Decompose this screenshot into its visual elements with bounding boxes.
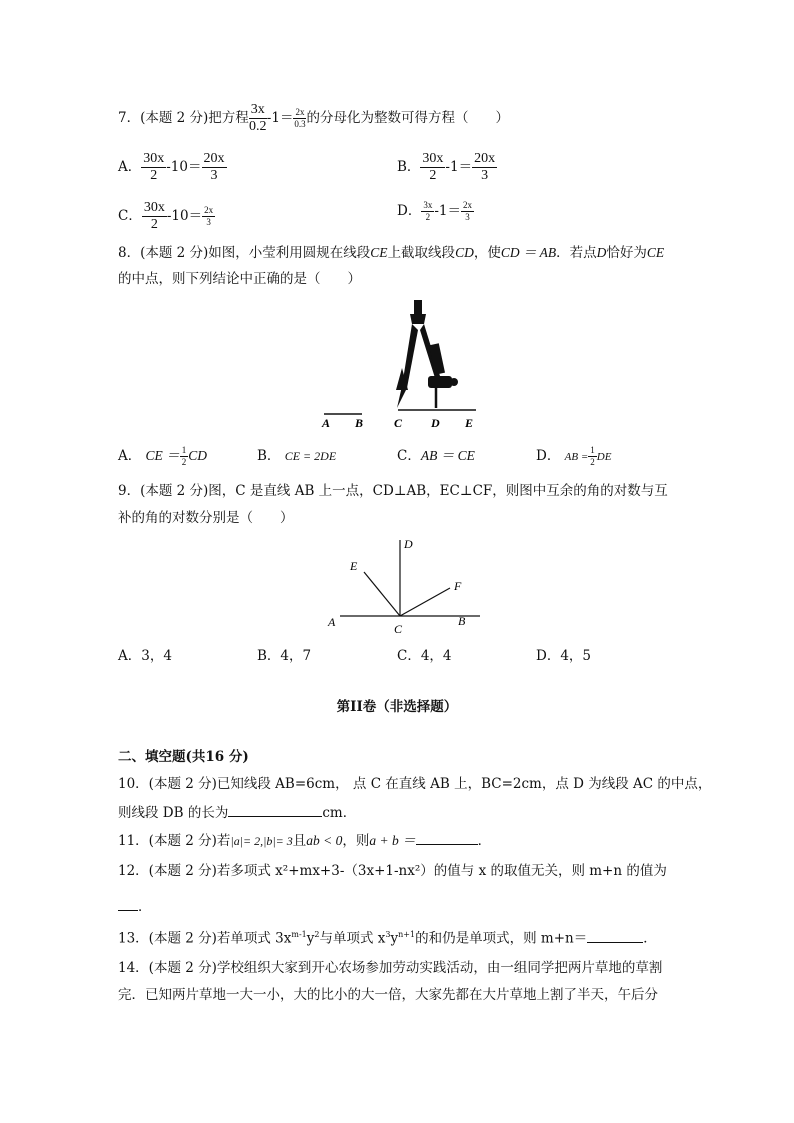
q9-option-d: D．4，5 xyxy=(536,648,592,664)
q8-option-c: C．AB ＝ CE xyxy=(397,448,475,464)
q13-line: 13．(本题 2 分)若单项式 $3x^{m-1}y^2$与单项式 $x^3y^{n+1}$的和仍是单项式，则 m+n＝ ． xyxy=(118,925,657,949)
q9-stem-line2: 补的角的对数分别是（ ） xyxy=(118,510,294,526)
q9-option-b: B．4，7 xyxy=(257,648,312,664)
q8-stem-line1: 8．(本题 2 分)如图，小莹利用圆规在线段CE上截取线段CD，使CD ＝ AB．若点D恰好为CE xyxy=(118,245,665,261)
label-f: F xyxy=(454,579,462,593)
label-d: D xyxy=(431,416,440,430)
q14-line2: 完．已知两片草地一大一小，大的比小的大一倍，大家先都在大片草地上割了半天，午后分 xyxy=(118,987,658,1003)
q7-option-a: A． $\frac{30x}{2}$ -10＝ $\frac{20x}{3}$ xyxy=(118,151,225,183)
q10-line1: 10．(本题 2 分)已知线段 AB=6cm， 点 C 在直线 AB 上，BC=2cm，点 D 为线段 AC 的中点， xyxy=(118,776,712,792)
q8-compass-figure xyxy=(310,296,490,432)
q14-line1: 14．(本题 2 分)学校组织大家到开心农场参加劳动实践活动，由一组同学把两片草地的草割 xyxy=(118,960,663,976)
q8-option-a: A． CE ＝ $\frac{1}{2}$ CD xyxy=(118,445,207,467)
label-c: C xyxy=(394,622,403,636)
section-heading: 二、填空题(共16 分) xyxy=(118,749,249,765)
q8-option-d: D． AB = $\frac{1}{2}$ DE xyxy=(536,445,612,467)
q9-angle-figure xyxy=(320,532,500,640)
q12-answer-line: ． xyxy=(118,896,152,917)
q13-answer-blank[interactable] xyxy=(587,928,643,943)
q11-line: 11．(本题 2 分)若|a|= 2,|b|= 3且ab < 0，则a + b ＝ ． xyxy=(118,830,491,851)
q7-frac-right: $\frac{2x}{0.3}$ xyxy=(294,107,306,129)
q8-stem-line2: 的中点，则下列结论中正确的是（ ） xyxy=(118,271,361,287)
label-c: C xyxy=(394,416,403,430)
q7-frac-left: $\frac{3x}{0.2}$ xyxy=(249,102,267,134)
compass-icon xyxy=(396,300,458,408)
q9-stem-line1: 9．(本题 2 分)图，C 是直线 AB 上一点，CD⊥AB，EC⊥CF，则图中互余的角的对数与互 xyxy=(118,483,668,499)
label-b: B xyxy=(458,614,466,628)
q9-option-a: A．3，4 xyxy=(118,648,172,664)
q9-option-c: C．4，4 xyxy=(397,648,452,664)
label-a: A xyxy=(328,615,336,629)
q7-option-d: D． $\frac{3x}{2}$ -1＝ $\frac{2x}{3}$ xyxy=(397,200,472,222)
label-e: E xyxy=(465,416,474,430)
q7-option-b: B． $\frac{30x}{2}$ -1＝ $\frac{20x}{3}$ xyxy=(397,151,496,183)
q7-stem: 7．(本题 2 分)把方程 $\frac{3x}{0.2}$ -1＝ $\frac{2x}{0.3}$ 的分母化为整数可得方程（ ） xyxy=(118,102,509,134)
q12-answer-blank[interactable] xyxy=(118,896,138,911)
q10-answer-blank[interactable] xyxy=(228,802,322,817)
q11-answer-blank[interactable] xyxy=(416,830,478,845)
q10-line2: 则线段 DB 的长为 cm． xyxy=(118,802,356,823)
label-a: A xyxy=(322,416,331,430)
section-title: 第II卷（非选择题） xyxy=(336,699,458,715)
q12-line: 12．(本题 2 分)若多项式 x²+mx+3-（3x+1-nx²）的值与 x 的取值无关，则 m+n 的值为 xyxy=(118,863,667,879)
q8-option-b: B． CE = 2DE xyxy=(257,448,337,464)
label-d: D xyxy=(404,537,413,551)
q7-option-c: C． $\frac{30x}{2}$ -10＝ $\frac{2x}{3}$ xyxy=(118,200,214,232)
label-b: B xyxy=(355,416,364,430)
label-e: E xyxy=(350,559,358,573)
